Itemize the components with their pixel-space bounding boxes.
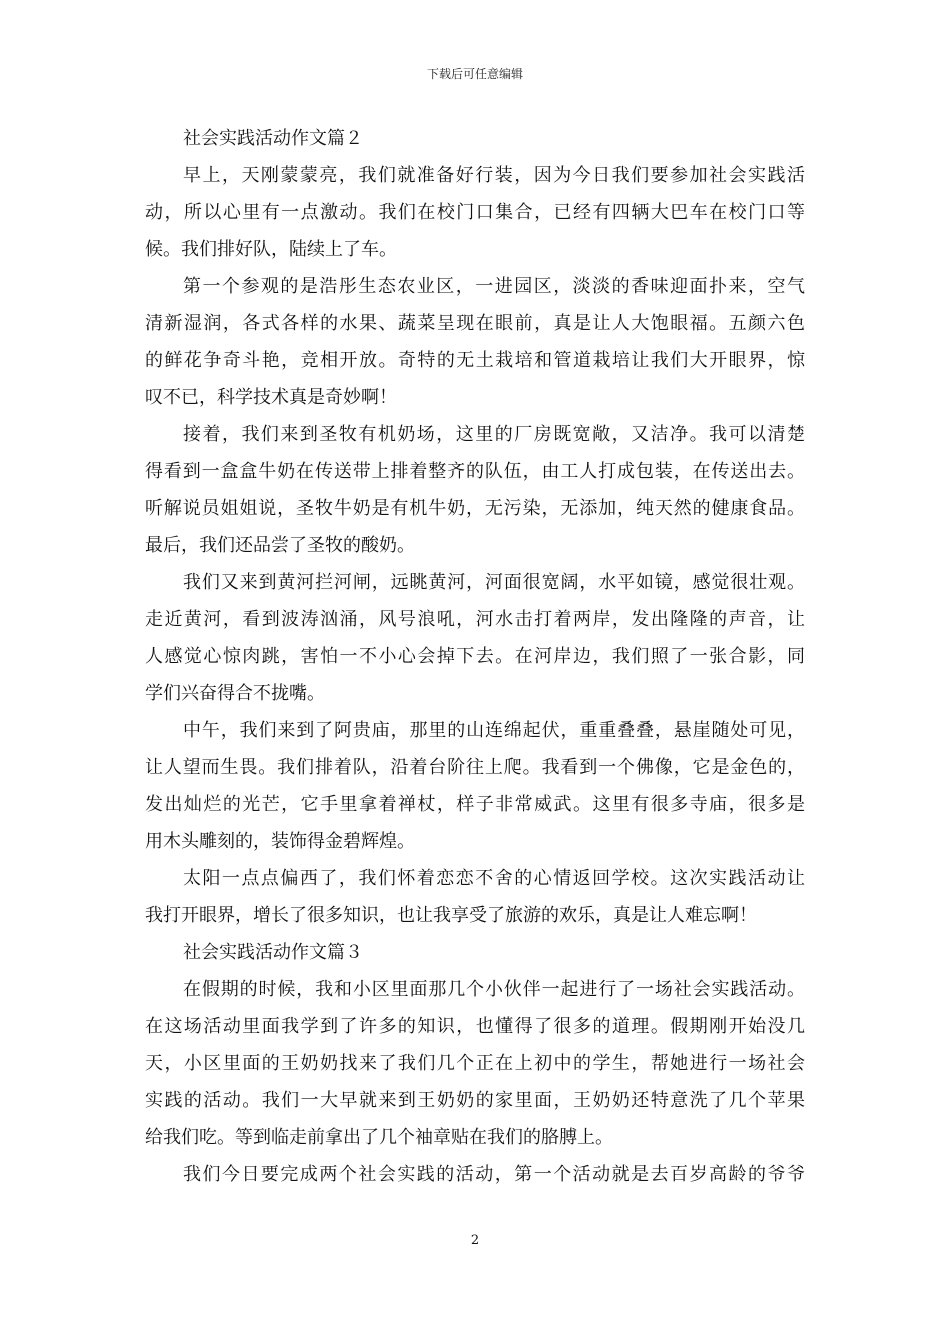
text-line: 我们又来到黄河拦河闸，远眺黄河，河面很宽阔，水平如镜，感觉很壮观。 (183, 572, 805, 593)
page-number: 2 (470, 1233, 480, 1248)
header-note: 下载后可任意编辑 (426, 67, 523, 81)
text-line: 的鲜花争奇斗艳，竞相开放。奇特的无土栽培和管道栽培让我们大开眼界，惊 (145, 350, 805, 371)
text-line: 在这场活动里面我学到了许多的知识，也懂得了很多的道理。假期刚开始没几 (145, 1016, 805, 1037)
paragraph (145, 564, 805, 712)
paragraph (145, 416, 805, 564)
text-line: 给我们吃。等到临走前拿出了几个袖章贴在我们的胳膊上。 (145, 1127, 613, 1148)
text-line: 接着，我们来到圣牧有机奶场，这里的厂房既宽敞，又洁净。我可以清楚 (183, 424, 805, 445)
text-line: 走近黄河，看到波涛汹涌，风号浪吼，河水击打着两岸，发出隆隆的声音，让 (145, 609, 805, 630)
heading-text: 社会实践活动作文篇２ (183, 128, 363, 149)
text-line: 太阳一点点偏西了，我们怀着恋恋不舍的心情返回学校。这次实践活动让 (183, 868, 805, 889)
text-line: 中午，我们来到了阿贵庙，那里的山连绵起伏，重重叠叠，悬崖随处可见， (183, 720, 805, 741)
section-heading (145, 934, 805, 971)
text-line: 在假期的时候，我和小区里面那几个小伙伴一起进行了一场社会实践活动。 (183, 979, 805, 1000)
section-heading (145, 120, 805, 157)
text-line: 学们兴奋得合不拢嘴。 (145, 683, 325, 704)
text-line: 叹不已，科学技术真是奇妙啊！ (145, 387, 397, 408)
text-line: 我们今日要完成两个社会实践的活动，第一个活动就是去百岁高龄的爷爷 (183, 1164, 805, 1185)
text-line: 天，小区里面的王奶奶找来了我们几个正在上初中的学生，帮她进行一场社会 (145, 1053, 805, 1074)
text-line: 发出灿烂的光芒，它手里拿着禅杖，样子非常威武。这里有很多寺庙，很多是 (145, 794, 805, 815)
text-line: 最后，我们还品尝了圣牧的酸奶。 (145, 535, 415, 556)
text-line: 第一个参观的是浩彤生态农业区，一进园区，淡淡的香味迎面扑来，空气 (183, 276, 805, 297)
paragraph (145, 712, 805, 860)
paragraph (145, 157, 805, 268)
text-line: 清新湿润，各式各样的水果、蔬菜呈现在眼前，真是让人大饱眼福。五颜六色 (145, 313, 805, 334)
text-line: 得看到一盒盒牛奶在传送带上排着整齐的队伍，由工人打成包装，在传送出去。 (145, 461, 805, 482)
paragraph (145, 268, 805, 416)
paragraph (145, 860, 805, 934)
text-line: 我打开眼界，增长了很多知识，也让我享受了旅游的欢乐，真是让人难忘啊！ (145, 905, 757, 926)
text-line: 让人望而生畏。我们排着队，沿着台阶往上爬。我看到一个佛像，它是金色的， (145, 757, 805, 778)
paragraph (145, 1156, 805, 1193)
document-body (145, 120, 805, 1193)
paragraph (145, 971, 805, 1156)
text-line: 听解说员姐姐说，圣牧牛奶是有机牛奶，无污染，无添加，纯天然的健康食品。 (145, 498, 805, 519)
text-line: 早上，天刚蒙蒙亮，我们就准备好行装，因为今日我们要参加社会实践活 (183, 165, 805, 186)
text-line: 人感觉心惊肉跳，害怕一不小心会掉下去。在河岸边，我们照了一张合影，同 (145, 646, 805, 667)
heading-text: 社会实践活动作文篇３ (183, 942, 363, 963)
text-line: 实践的活动。我们一大早就来到王奶奶的家里面，王奶奶还特意洗了几个苹果 (145, 1090, 805, 1111)
text-line: 动，所以心里有一点激动。我们在校门口集合，已经有四辆大巴车在校门口等 (145, 202, 805, 223)
text-line: 候。我们排好队，陆续上了车。 (145, 239, 397, 260)
text-line: 用木头雕刻的，装饰得金碧辉煌。 (145, 831, 415, 852)
